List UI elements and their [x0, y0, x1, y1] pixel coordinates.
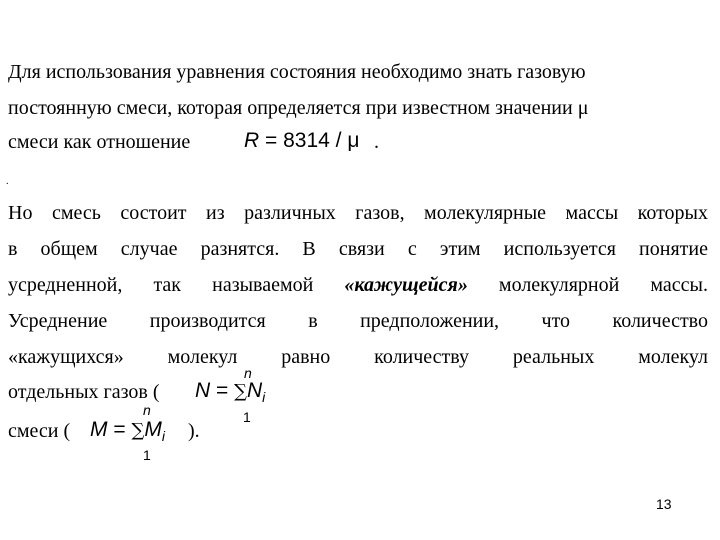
- paragraph2-line1: Но смесь состоит из различных газов, молекулярные массы которых: [8, 202, 708, 224]
- formula-n-lhs: N: [195, 379, 211, 402]
- formula-m-sub: i: [161, 428, 165, 444]
- formula-n-upper: n: [244, 365, 252, 381]
- formula-m-sum: ∑: [131, 420, 145, 441]
- formula-n-sum: ∑: [234, 381, 247, 402]
- paragraph1-line1: Для использования уравнения состояния необходимо знать газовую: [8, 61, 586, 83]
- page-number: 13: [656, 496, 672, 512]
- formula-n-sub: i: [262, 389, 266, 405]
- formula-m-lower: 1: [143, 447, 151, 463]
- formula-m-term: M: [144, 418, 162, 441]
- paragraph1-line3-end: .: [374, 131, 379, 153]
- formula-m-upper: n: [143, 402, 151, 418]
- paragraph2-line3-before: усредненной, так называемой: [8, 274, 314, 296]
- separator-dot: .: [6, 176, 9, 187]
- paragraph2-line3: [8, 273, 708, 297]
- paragraph2-line7-end: ).: [188, 420, 200, 442]
- formula-m-lhs: M: [90, 418, 108, 441]
- formula-m-eq: =: [113, 418, 126, 441]
- paragraph2-line3-after: молекулярной массы.: [498, 274, 708, 296]
- formula-n-eq: =: [216, 379, 229, 402]
- formula-n-term: N: [246, 379, 263, 402]
- paragraph2-line6: отдельных газов (: [8, 381, 160, 403]
- paragraph2-line2: в общем случае разнятся. В связи с этим используется понятие: [8, 238, 708, 260]
- emphasis-term: «кажущейся»: [344, 274, 468, 296]
- formula-r-lhs: R: [244, 129, 260, 152]
- paragraph2-line4: Усреднение производится в предположении, что количество: [8, 310, 708, 332]
- formula-n-lower: 1: [243, 409, 251, 425]
- paragraph1-line3: смеси как отношение: [8, 131, 191, 153]
- paragraph2-line7-start: смеси (: [8, 420, 71, 442]
- formula-r-rhs: = 8314 / μ: [265, 129, 360, 152]
- paragraph1-line2: постоянную смеси, которая определяется при известном значении μ: [8, 97, 589, 119]
- formula-m: [90, 418, 165, 442]
- formula-r: [244, 129, 359, 153]
- formula-n: [195, 379, 265, 403]
- paragraph2-line5: «кажущихся» молекул равно количеству реальных молекул: [8, 346, 708, 368]
